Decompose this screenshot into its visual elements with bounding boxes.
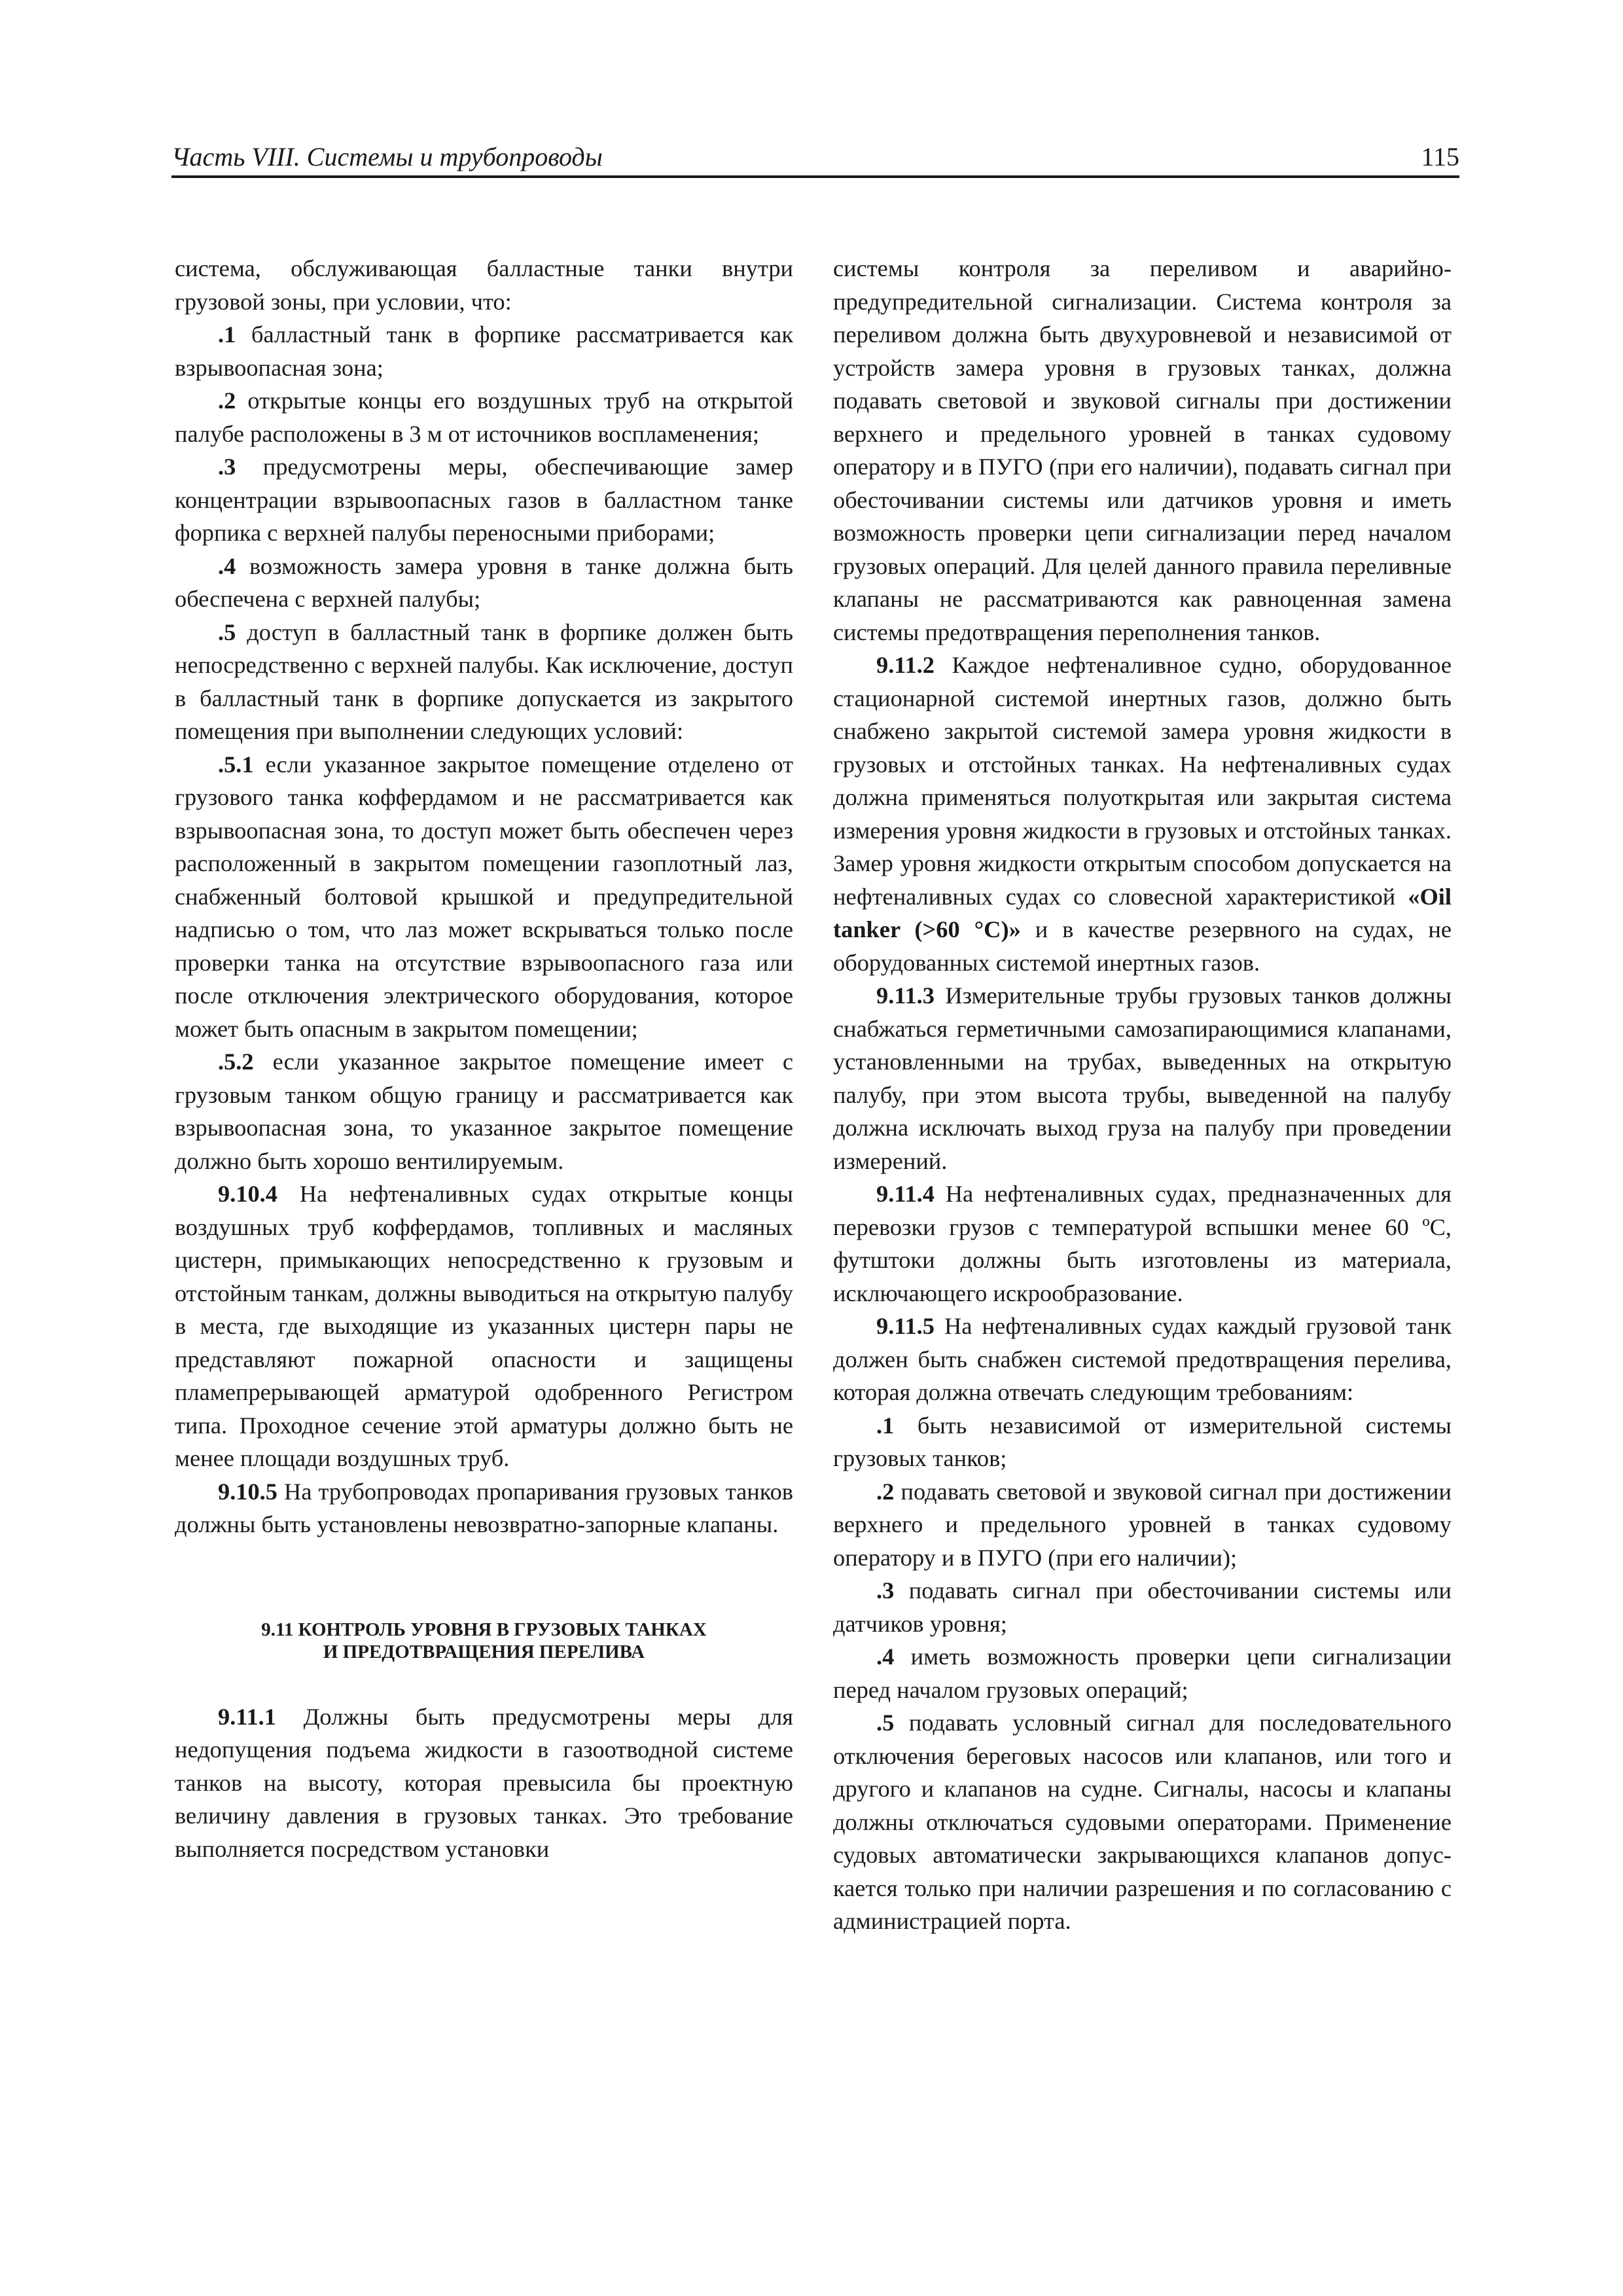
item-text: подавать световой и звуковой сигнал при достижении верхнего и предельного уровней в танках судовому оператору и в ПУГО (при его наличии); <box>833 1478 1452 1571</box>
item-text: балластный танк в форпике рассматривается как взрывоопасная зона; <box>175 321 793 381</box>
left-column <box>175 252 793 1865</box>
clause-text: На нефтеналивных судах, предназначенных для перевозки грузов с температурой вспышки менее 60 ºС, футштоки должны быть изготовлены из материала, исключающего искрообразование. <box>833 1181 1452 1306</box>
item-number: .2 <box>876 1478 895 1505</box>
clause-text: На нефтеналивных судах каждый грузовой танк должен быть снабжен системой предотвращения перелива, которая должна отвечать следующим требованиям: <box>833 1313 1452 1405</box>
list-item-5-1 <box>175 748 793 1046</box>
clause-text: На трубопроводах пропаривания грузовых танков должны быть установлены невозвратно-запорные клапаны. <box>175 1478 793 1537</box>
item-text: предусмотрены меры, обеспечивающие замер концентрации взрывоопасных газов в балластном танке форпика с верхней палубы переносными приборами; <box>175 454 793 546</box>
paragraph-9-11-4 <box>833 1177 1452 1310</box>
header-title: Часть VIII. Системы и трубопроводы <box>171 142 603 171</box>
item-number: .3 <box>218 454 236 480</box>
requirement-item-3 <box>833 1574 1452 1640</box>
list-item-4 <box>175 550 793 616</box>
clause-number: 9.11.1 <box>218 1703 276 1730</box>
requirement-item-4 <box>833 1640 1452 1706</box>
section-heading-line-1: 9.11 КОНТРОЛЬ УРОВНЯ В ГРУЗОВЫХ ТАНКАХ <box>261 1619 707 1640</box>
page-number: 115 <box>1421 142 1459 171</box>
oil-tanker-notation: «Oil tanker (>60 °C)» <box>833 883 1452 942</box>
item-text: подавать сигнал при обесточивании системы или датчиков уровня; <box>833 1577 1452 1637</box>
clause-number: 9.11.4 <box>876 1181 935 1207</box>
item-text: открытые концы его воздушных труб на открытой палубе расположены в 3 м от источников воспламенения; <box>175 387 793 447</box>
item-number: .3 <box>876 1577 895 1604</box>
section-heading-9-11 <box>175 1619 793 1663</box>
list-item-1 <box>175 318 793 384</box>
requirement-item-1 <box>833 1409 1452 1475</box>
list-item-3 <box>175 450 793 550</box>
paragraph-intro: система, обслуживающая балластные танки внутри грузовой зоны, при условии, что: <box>175 255 793 315</box>
clause-text: и в качестве резервного на судах, не оборудованных системой инертных газов. <box>833 916 1452 976</box>
item-number: .2 <box>218 387 236 414</box>
item-text: иметь возможность проверки цепи сигнализации перед началом грузовых операций; <box>833 1643 1452 1703</box>
item-text: подавать условный сигнал для последовательного отключения береговых насосов или клапанов, или того и другого и клапанов на судне. Сигналы, насосы и клапаны должны отключаться судовыми операторами. Применение судовых автоматически закрывающихся клапанов допускается только при наличии разрешения и по согласованию с администрацией порта. <box>833 1710 1452 1934</box>
item-text: если указанное закрытое помещение отделено от грузового танка коффердамом и не рассматривается как взрывоопасная зона, то доступ может быть обеспечен через расположенный в закрытом помещении газоплотный лаз, снабженный болтовой крышкой и предупредительной надписью о том, что лаз может вскрываться только после проверки танка на отсутствие взрывоопасного газа или после отключения электрического оборудования, которое может быть опасным в закрытом помещении; <box>175 751 793 1042</box>
clause-number: 9.11.2 <box>876 652 935 678</box>
item-number: .1 <box>876 1412 895 1439</box>
item-text: если указанное закрытое помещение имеет с грузовым танком общую границу и рассматривается как взрывоопасная зона, то указанное закрытое помещение должно быть хорошо вентилируемым. <box>175 1049 793 1174</box>
paragraph-9-10-4 <box>175 1177 793 1475</box>
requirement-item-2 <box>833 1475 1452 1575</box>
running-header <box>171 139 1459 178</box>
item-number: .5.1 <box>218 751 254 778</box>
right-column <box>833 252 1452 1938</box>
list-item-2 <box>175 384 793 450</box>
item-number: .5 <box>218 619 236 645</box>
list-item-5 <box>175 616 793 748</box>
section-heading-line-2: И ПРЕДОТВРАЩЕНИЯ ПЕРЕЛИВА <box>323 1641 645 1662</box>
clause-text: Каждое нефтеналивное судно, оборудованное стационарной системой инертных газов, должно быть снабжено закрытой системой замера уровня жидкости в грузовых и отстойных танках. На нефтеналивных судах должна применяться полуоткрытая или закрытая система измерения уровня жидкости в грузовых и отстойных танках. Замер уровня жидкости открытым способом допускается на нефтеналивных судах со словесной характеристикой <box>833 652 1452 910</box>
item-number: .4 <box>218 552 236 579</box>
clause-number: 9.11.3 <box>876 982 935 1009</box>
paragraph-9-11-1 <box>175 1700 793 1866</box>
paragraph-9-11-5 <box>833 1310 1452 1409</box>
item-text: быть независимой от измерительной системы грузовых танков; <box>833 1412 1452 1471</box>
item-number: .5.2 <box>218 1049 254 1075</box>
list-item-5-2 <box>175 1045 793 1177</box>
clause-text: Измерительные трубы грузовых танков должны снабжаться герметичными самозапирающимися клапанами, установленными на трубах, выведенных на открытую палубу, при этом высота трубы, выведенной на палубу должна исключать выход груза на палубу при проведении измерений. <box>833 982 1452 1174</box>
item-number: .5 <box>876 1710 895 1736</box>
item-text: доступ в балластный танк в форпике должен быть непосредственно с верхней палубы. Как исключение, доступ в балластный танк в форпике допускается из закрытого помещения при выполнении следующих условий: <box>175 619 793 744</box>
paragraph-9-11-2 <box>833 649 1452 979</box>
paragraph-continuation: системы контроля за переливом и аварийно-предупредительной сигнализации. Система контроля за переливом должна быть двухуровневой и независимой от устройств замера уровня в грузовых танках, должна подавать световой и звуковой сигналы при достижении верхнего и предельного уровней в танках судовому оператору и в ПУГО (при его наличии), подавать сигнал при обесточивании системы или датчиков уровня и иметь возможность проверки цепи сигнализации перед началом грузовых операций. Для целей данного правила переливные клапаны не рассматриваются как равноценная замена системы предотвращения переполнения танков. <box>833 255 1452 645</box>
paragraph-9-11-3 <box>833 979 1452 1177</box>
clause-number: 9.11.5 <box>876 1313 935 1339</box>
clause-number: 9.10.5 <box>218 1478 277 1505</box>
item-number: .4 <box>876 1643 895 1670</box>
item-text: возможность замера уровня в танке должна быть обеспечена с верхней палубы; <box>175 552 793 612</box>
requirement-item-5 <box>833 1706 1452 1938</box>
clause-text: Должны быть предусмотрены меры для недопущения подъема жидкости в газоотводной системе танков на высоту, которая превысила бы проектную величину давления в грузовых танках. Это требование выполняется посредством установки <box>175 1703 793 1862</box>
clause-text: На нефтеналивных судах открытые концы воздушных труб коффердамов, топливных и масляных цистерн, примыкающих непосредственно к грузовым и отстойным танкам, должны выводиться на открытую палубу в места, где выходящие из указанных цистерн пары не представляют пожарной опасности и защищены пламепрерывающей арматурой одобренного Регистром типа. Проходное сечение этой арматуры должно быть не менее площади воздушных труб. <box>175 1181 793 1471</box>
item-number: .1 <box>218 321 236 348</box>
clause-number: 9.10.4 <box>218 1181 277 1207</box>
paragraph-9-10-5 <box>175 1475 793 1541</box>
